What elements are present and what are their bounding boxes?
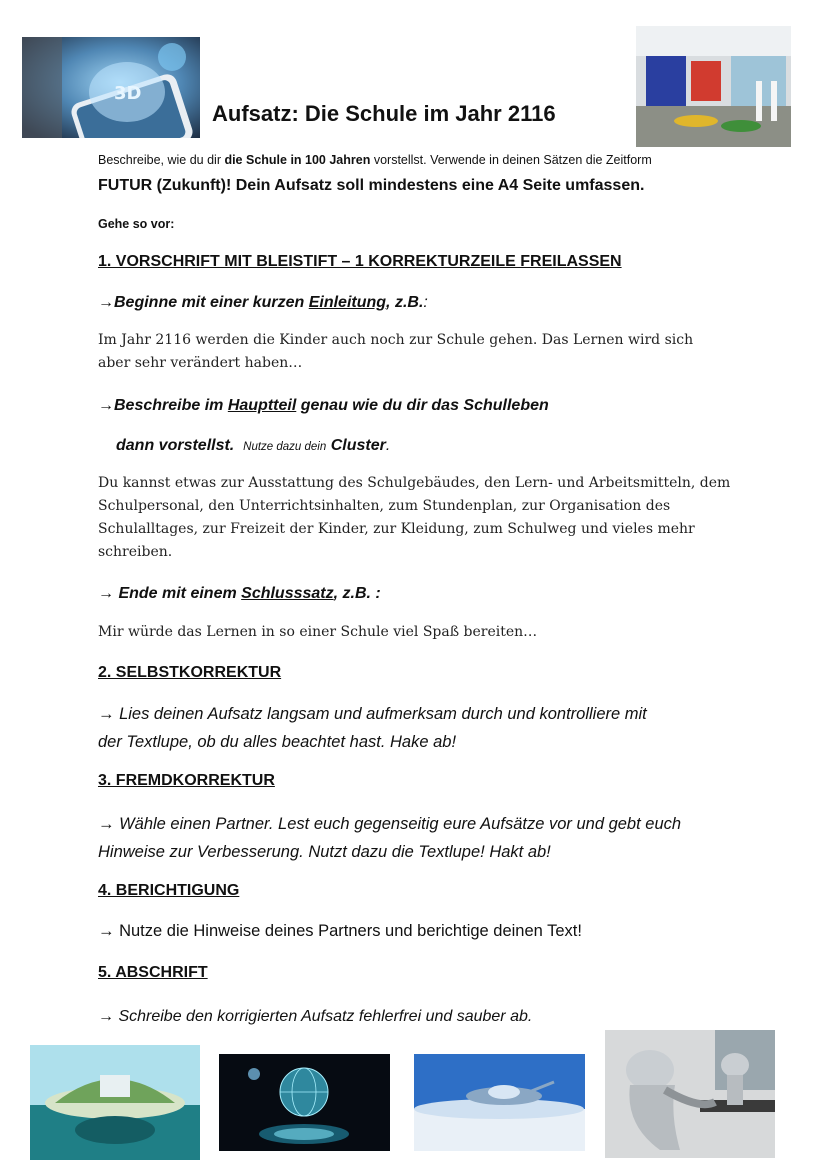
step-3-text: → Wähle einen Partner. Lest euch gegenseitig eure Aufsätze vor und gebt euch Hinweise zur Verbesserung. Nutzt dazu die Textlupe! Hakt ab! [98,815,682,861]
image-floating-city [30,1045,200,1160]
image-flying-saucer [414,1054,585,1151]
intro-line-2: FUTUR (Zukunft)! Dein Aufsatz soll mindestens eine A4 Seite umfassen. [98,177,645,194]
classroom-illustration [636,26,791,147]
flying-saucer-illustration [414,1054,585,1151]
example-line: Im Jahr 2116 werden die Kinder auch noch zur Schule gehen. Das Lernen wird sich [98,332,694,348]
image-robot-kitchen [605,1030,775,1158]
main-text-line: Schulpersonal, den Unterrichtsinhalten, zum Stundenplan, zur Organisation des [98,498,671,514]
step-5-text: → Schreibe den korrigierten Aufsatz fehlerfrei und sauber ab. [98,1008,533,1025]
instructions-label: Gehe so vor: [98,217,175,231]
example-line: aber sehr verändert haben… [98,355,303,371]
step-1-main-instruction: →Beschreibe im Hauptteil genau wie du dir das Schulleben [98,397,549,414]
ending-example: Mir würde das Lernen in so einer Schule viel Spaß bereiten… [98,624,538,640]
arrow-icon: → [98,1008,114,1025]
step-1-heading: 1. VORSCHRIFT MIT BLEISTIFT – 1 KORREKTURZEILE FREILASSEN [98,253,622,270]
step-4-text: → Nutze die Hinweise deines Partners und berichtige deinen Text! [98,922,582,940]
step-1-ending-instruction: → Ende mit einem Schlusssatz, z.B. : [98,585,381,602]
arrow-icon: → [98,585,114,602]
hologram-globe-illustration [219,1054,390,1151]
arrow-icon: → [98,815,115,833]
image-modern-classroom [636,26,791,147]
main-text-line: Du kannst etwas zur Ausstattung des Schulgebäudes, den Lern- und Arbeitsmitteln, dem [98,475,731,491]
page-title: Aufsatz: Die Schule im Jahr 2116 [212,101,556,126]
main-part-text [98,472,730,564]
robot-kitchen-illustration [605,1030,775,1158]
step-2-heading: 2. SELBSTKORREKTUR [98,664,282,681]
image-hologram-globe [219,1054,390,1151]
step-4-heading: 4. BERICHTIGUNG [98,882,240,899]
main-text-line: Schulalltages, zur Freizeit der Kinder, zur Kleidung, zum Schulweg und vieles mehr [98,521,695,537]
step-3-heading: 3. FREMDKORREKTUR [98,772,275,789]
arrow-icon: → [98,294,114,311]
introduction-example [98,329,693,375]
step-2-text: → Lies deinen Aufsatz langsam und aufmerksam durch und kontrolliere mit der Textlupe, ob du alles beachtet hast. Hake ab! [98,705,647,751]
hologram-phone-illustration [22,37,200,138]
step-1-main-instruction-cont: dann vorstellst. Nutze dazu dein Cluster. [116,437,391,454]
arrow-icon: → [98,705,115,723]
main-text-line: schreiben. [98,544,173,560]
step-5-heading: 5. ABSCHRIFT [98,964,208,981]
step-1-introduction-instruction: →Beginne mit einer kurzen Einleitung, z.B.: [98,294,428,311]
floating-city-illustration [30,1045,200,1160]
arrow-icon: → [98,397,114,414]
svg-text:3D: 3D [114,83,142,104]
image-hologram-phone [22,37,200,138]
arrow-icon: → [98,922,115,940]
intro-line-1: Beschreibe, wie du dir die Schule in 100 Jahren vorstellst. Verwende in deinen Sätzen die Zeitform [98,153,652,167]
